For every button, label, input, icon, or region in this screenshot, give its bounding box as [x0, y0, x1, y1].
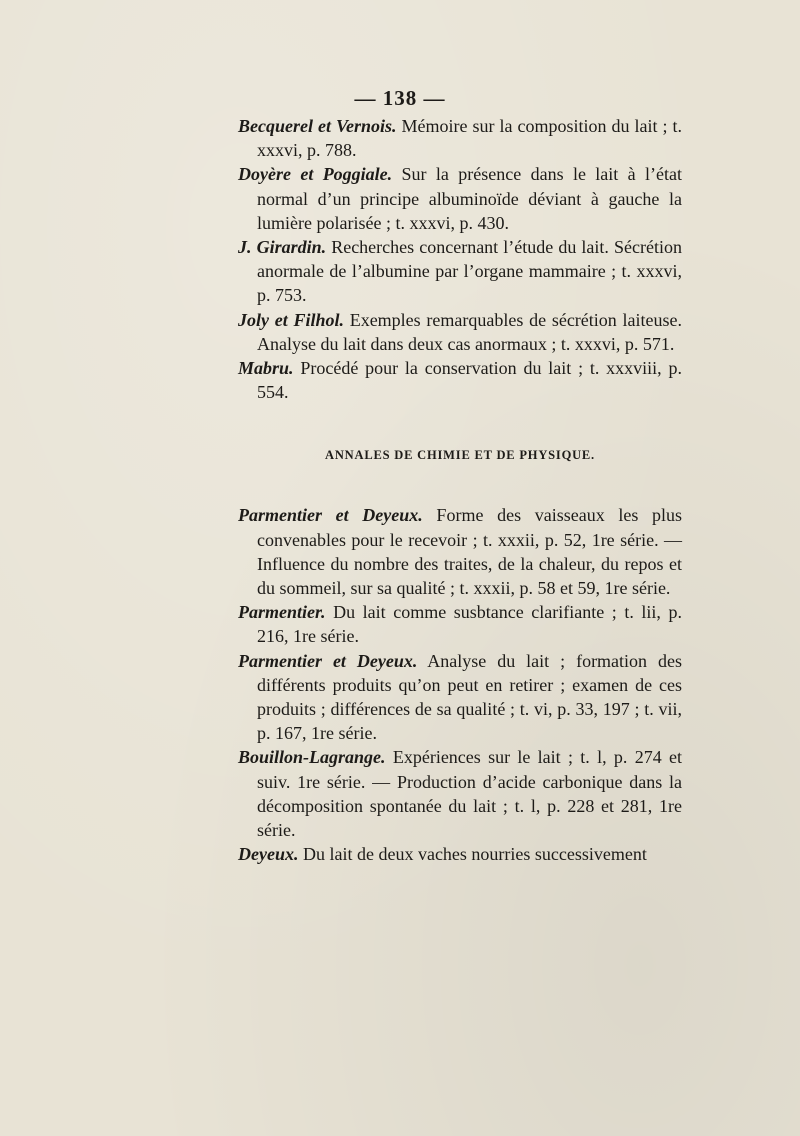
entry-author: Parmentier et Deyeux.	[238, 505, 423, 526]
entry-text: Procédé pour la conservation du lait ; t. xxxviii, p. 554.	[257, 358, 682, 403]
entry-text: Exemples remarquables de sécrétion laiteuse. Analyse du lait dans deux cas anormaux ; t. xxxvi, p. 571.	[257, 309, 682, 354]
section-heading: ANNALES DE CHIMIE ET DE PHYSIQUE.	[325, 448, 595, 463]
bibliography-entry	[238, 308, 682, 356]
entry-text: Analyse du lait ; formation des différents produits qu’on peut en retirer ; examen de ces produits ; différences de sa qualité ; t. vi, p. 33, 197 ; t. vii, p. 167, 1re série.	[257, 650, 682, 744]
page-number: — 138 —	[354, 86, 446, 110]
entries-top	[238, 114, 682, 404]
entries-bottom	[238, 503, 682, 866]
entry-text: Expériences sur le lait ; t. l, p. 274 et suiv. 1re série. — Production d’acide carbonique dans la décomposition spontanée du lait ; t. l, p. 228 et 281, 1re série.	[257, 747, 682, 841]
bibliography-column	[238, 114, 682, 866]
entry-text: Recherches concernant l’étude du lait. Sécrétion anormale de l’albumine par l’organe mammaire ; t. xxxvi, p. 753.	[257, 237, 682, 306]
entry-text: Du lait comme susbtance clarifiante ; t. lii, p. 216, 1re série.	[257, 602, 682, 647]
bibliography-entry	[238, 600, 682, 648]
entry-author: Bouillon-Lagrange.	[238, 747, 386, 768]
entry-author: Mabru.	[238, 358, 294, 379]
bibliography-entry	[238, 503, 682, 600]
entry-author: Parmentier.	[238, 602, 326, 623]
bibliography-entry	[238, 114, 682, 162]
entry-author: J. Girardin.	[238, 237, 327, 258]
entry-author: Becquerel et Vernois.	[238, 116, 397, 136]
entry-author: Doyère et Poggiale.	[238, 164, 393, 185]
bibliography-entry	[238, 235, 682, 308]
entry-text: Sur la présence dans le lait à l’état normal d’un principe albuminoïde déviant à gauche la lumière polarisée ; t. xxxvi, p. 430.	[257, 164, 682, 233]
entry-text: Du lait de deux vaches nourries successivement	[298, 844, 647, 865]
bibliography-entry	[238, 356, 682, 404]
entry-author: Joly et Filhol.	[238, 309, 344, 330]
entry-text: Mémoire sur la composition du lait ; t. xxxvi, p. 788.	[257, 116, 682, 161]
bibliography-entry	[238, 842, 682, 866]
bibliography-entry	[238, 745, 682, 842]
bibliography-entry	[238, 162, 682, 235]
entry-author: Parmentier et Deyeux.	[238, 650, 418, 671]
entry-author: Deyeux.	[238, 844, 299, 865]
bibliography-entry	[238, 649, 682, 746]
entry-text: Forme des vaisseaux les plus convenables pour le recevoir ; t. xxxii, p. 52, 1re série. — Influence du nombre des traites, de la chaleur, du repos et du sommeil, sur sa qualité ; t. xxxii, p. 58 et 59, 1re série.	[257, 505, 683, 599]
